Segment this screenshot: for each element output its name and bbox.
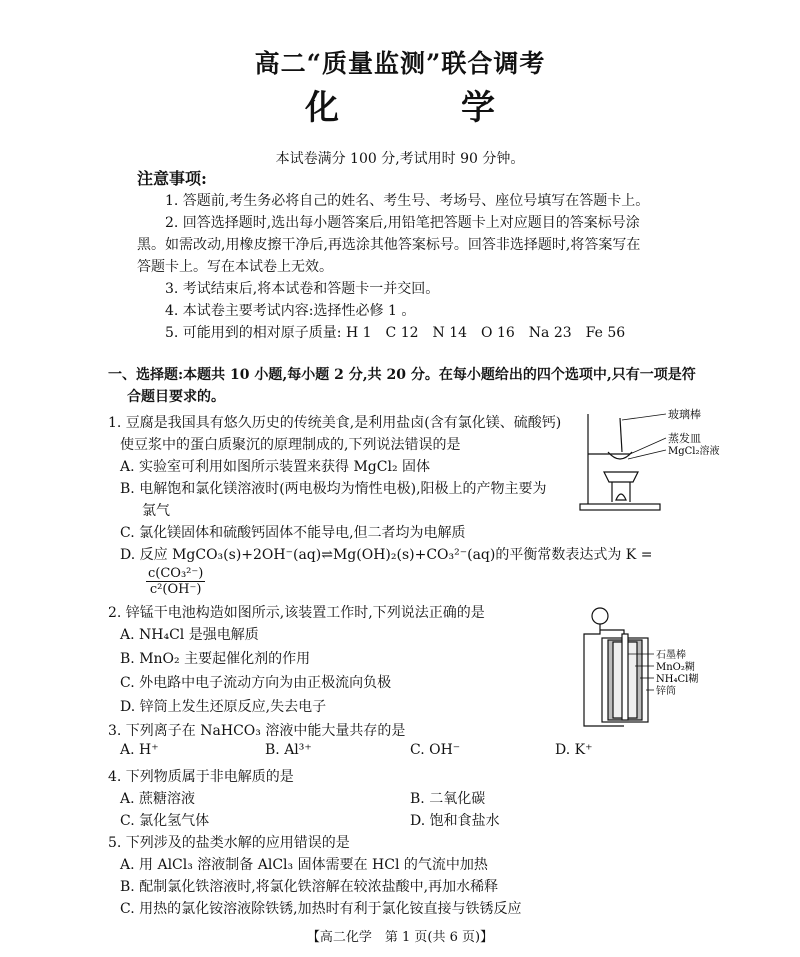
- q5-option-b: B. 配制氯化铁溶液时,将氯化铁溶解在较浓盐酸中,再加水稀释: [120, 879, 499, 895]
- q3-option-b: B. Al³⁺: [265, 742, 312, 758]
- exam-info: 本试卷满分 100 分,考试用时 90 分钟。: [275, 151, 525, 167]
- page-footer: 【高二化学 第 1 页(共 6 页)】: [306, 930, 494, 945]
- q1-fraction: [146, 566, 205, 597]
- notice-line: 4. 本试卷主要考试内容:选择性必修 1 。: [165, 303, 416, 319]
- notice-heading: 注意事项:: [137, 169, 207, 188]
- section-heading: 一、选择题:本题共 10 小题,每小题 2 分,共 20 分。在每小题给出的四个选项中,只有一项是符: [108, 367, 696, 383]
- q4-option-d: D. 饱和食盐水: [410, 813, 500, 829]
- q2-option-d: D. 锌筒上发生还原反应,失去电子: [120, 699, 327, 715]
- evaporation-apparatus-figure: [578, 404, 720, 514]
- dry-cell-figure: [580, 604, 700, 732]
- fig-label: MnO₂糊: [656, 662, 695, 673]
- subject-title: 化 学: [305, 88, 539, 128]
- q4-option-a: A. 蔗糖溶液: [120, 791, 196, 807]
- q2-stem: 2. 锌锰干电池构造如图所示,该装置工作时,下列说法正确的是: [108, 605, 485, 621]
- q4-option-b: B. 二氧化碳: [410, 791, 486, 807]
- q1-option-a: A. 实验室可利用如图所示装置来获得 MgCl₂ 固体: [120, 459, 431, 475]
- q3-option-d: D. K⁺: [555, 742, 593, 758]
- q1-stem-cont: 使豆浆中的蛋白质聚沉的原理制成的,下列说法错误的是: [120, 437, 461, 453]
- q5-option-c: C. 用热的氯化铵溶液除铁锈,加热时有利于氯化铵直接与铁锈反应: [120, 901, 522, 917]
- q1-option-d: D. 反应 MgCO₃(s)+2OH⁻(aq)⇌Mg(OH)₂(s)+CO₃²⁻(aq)的平衡常数表达式为 K =: [120, 547, 653, 563]
- fig-label: 锌筒: [656, 686, 676, 697]
- fraction-denominator: c²(OH⁻): [149, 582, 202, 597]
- section-heading-cont: 合题目要求的。: [127, 389, 225, 405]
- q3-option-a: A. H⁺: [120, 742, 159, 758]
- q4-stem: 4. 下列物质属于非电解质的是: [108, 769, 294, 785]
- q2-option-a: A. NH₄Cl 是强电解质: [120, 627, 259, 643]
- q1-option-b: B. 电解饱和氯化镁溶液时(两电极均为惰性电极),阳极上的产物主要为: [120, 481, 547, 497]
- notice-line: 1. 答题前,考生务必将自己的姓名、考生号、考场号、座位号填写在答题卡上。: [165, 193, 650, 209]
- q1-option-b-cont: 氯气: [142, 503, 170, 519]
- fraction-numerator: c(CO₃²⁻): [148, 566, 204, 581]
- fig-label: 石墨棒: [656, 650, 686, 661]
- fig-label: NH₄Cl糊: [656, 674, 699, 685]
- notice-line: 黑。如需改动,用橡皮擦干净后,再选涂其他答案标号。回答非选择题时,将答案写在: [137, 237, 641, 253]
- fig-label: 蒸发皿: [668, 432, 701, 445]
- q5-stem: 5. 下列涉及的盐类水解的应用错误的是: [108, 835, 350, 851]
- q4-option-c: C. 氯化氢气体: [120, 813, 210, 829]
- fig-label: MgCl₂溶液: [668, 446, 720, 457]
- q5-option-a: A. 用 AlCl₃ 溶液制备 AlCl₃ 固体需要在 HCl 的气流中加热: [120, 857, 488, 873]
- notice-line: 5. 可能用到的相对原子质量: H 1 C 12 N 14 O 16 Na 23 Fe 56: [165, 325, 626, 341]
- q3-option-c: C. OH⁻: [410, 742, 461, 758]
- q1-option-c: C. 氯化镁固体和硫酸钙固体不能导电,但二者均为电解质: [120, 525, 466, 541]
- notice-line: 3. 考试结束后,将本试卷和答题卡一并交回。: [165, 281, 440, 297]
- q2-option-b: B. MnO₂ 主要起催化剂的作用: [120, 651, 311, 667]
- exam-title: 高二“质量监测”联合调考: [254, 49, 546, 78]
- fig-label: 玻璃棒: [668, 408, 701, 421]
- q1-stem: 1. 豆腐是我国具有悠久历史的传统美食,是利用盐卤(含有氯化镁、硫酸钙): [108, 415, 562, 431]
- notice-line: 答题卡上。写在本试卷上无效。: [137, 259, 333, 275]
- q2-option-c: C. 外电路中电子流动方向为由正极流向负极: [120, 675, 392, 691]
- notice-line: 2. 回答选择题时,选出每小题答案后,用铅笔把答题卡上对应题目的答案标号涂: [165, 215, 640, 231]
- q3-stem: 3. 下列离子在 NaHCO₃ 溶液中能大量共存的是: [108, 723, 406, 739]
